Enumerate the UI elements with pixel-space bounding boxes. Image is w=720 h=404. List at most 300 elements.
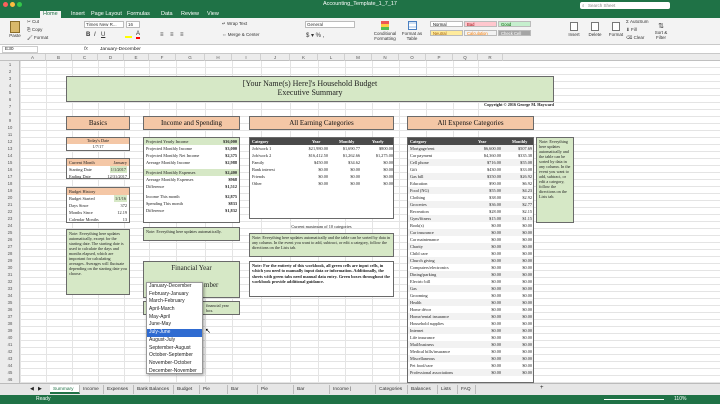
italic-button[interactable]: I — [94, 32, 96, 38]
earning-monthly: $34.62 — [348, 160, 360, 165]
income-spending-label: Average Monthly Income — [146, 160, 191, 165]
gridline — [20, 67, 720, 68]
expense-category: Computers/electronics — [410, 265, 449, 270]
budget-history-box — [66, 187, 130, 223]
gridline — [290, 61, 291, 383]
basics-note: Note: Everything here updates automatically, except for the starting date. The starting date is used to calculate the days and months elapsed, which are important for calculating averages. Averages will fluctuate depending on the starting date you choose. — [66, 229, 130, 295]
wrap-text-button[interactable]: ↵ Wrap Text — [222, 21, 248, 26]
column-header[interactable]: J — [261, 54, 290, 61]
starting-date-label: Starting Date — [69, 167, 92, 172]
expense-category: Mortgage/rent — [410, 146, 435, 151]
expense-category: Recreation — [410, 209, 429, 214]
expense-year: $0.00 — [491, 244, 501, 249]
fill-color-icon[interactable] — [125, 32, 132, 38]
income-spending-row — [144, 183, 239, 190]
row-header[interactable]: 18 — [7, 181, 13, 186]
row-header[interactable]: 1 — [8, 62, 12, 67]
row-header[interactable]: 27 — [7, 244, 13, 249]
income-spending-table — [143, 137, 240, 223]
conditional-formatting-button[interactable] — [373, 32, 397, 41]
tab-formulas[interactable]: Formulas — [127, 11, 150, 17]
format-painter-button[interactable]: 🖌 Format — [27, 35, 49, 40]
earning-col-year[interactable]: Year — [312, 139, 321, 144]
expense-category: Professional associations — [410, 370, 454, 375]
earning-yearly: $0.00 — [383, 167, 393, 172]
title-bar — [0, 0, 720, 10]
dropdown-option[interactable]: July-June — [147, 329, 202, 337]
row-header[interactable]: 26 — [7, 237, 13, 242]
cell-style-check-cell[interactable]: Check Cell — [498, 30, 531, 36]
zoom-slider[interactable] — [604, 399, 664, 400]
row-header[interactable]: 40 — [7, 335, 13, 340]
history-value: 13 — [122, 217, 127, 222]
earning-category: Other — [252, 181, 262, 186]
income-spending-label: Average Monthly Expenses — [146, 177, 194, 182]
tab-view[interactable]: View — [207, 11, 219, 17]
add-sheet-icon[interactable]: + — [540, 385, 544, 391]
tab-page-layout[interactable]: Page Layout — [91, 11, 122, 17]
column-header[interactable]: R — [478, 54, 503, 61]
format-painter-label: Format — [33, 35, 49, 40]
sort-filter-button[interactable] — [651, 22, 671, 40]
table-row — [408, 180, 533, 187]
column-header[interactable]: N — [372, 54, 399, 61]
expense-monthly: $2.77 — [522, 202, 532, 207]
current-month-box — [66, 158, 130, 179]
expense-monthly: $0.00 — [522, 356, 532, 361]
sheet-tab-budget[interactable]: Budget — [174, 385, 200, 394]
earning-categories-header: All Earning Categories — [249, 116, 394, 130]
earning-category: Bank interest — [252, 167, 275, 172]
row-header[interactable]: 38 — [7, 321, 13, 326]
row-header[interactable]: 15 — [7, 160, 13, 165]
expense-year: $350.00 — [487, 174, 501, 179]
expense-year: $6,600.00 — [483, 146, 501, 151]
expense-note: Note: Everything here updates automatically and the table can be sorted by data in any column. In the event you want to add, subtract, or edit a category, follow the directions on the Lists tab. — [536, 137, 574, 223]
expense-category: Car payment — [410, 153, 433, 158]
align-right-icon[interactable]: ≡ — [180, 32, 184, 38]
row-header[interactable]: 44 — [7, 363, 13, 368]
sheet-tab-balances[interactable]: Balances — [408, 385, 438, 394]
table-row — [408, 236, 533, 243]
currency-icon[interactable]: $ ▾ % , — [306, 33, 325, 39]
expense-year: $0.00 — [491, 300, 501, 305]
earning-category: Family — [252, 160, 265, 165]
status-bar — [0, 395, 720, 404]
sheet-tab-pie-expenses[interactable]: Pie — [258, 385, 294, 394]
cell-style-normal[interactable]: Normal — [430, 21, 463, 27]
income-spending-row — [144, 207, 239, 214]
gridline — [46, 61, 47, 383]
row-header[interactable]: 12 — [7, 139, 13, 144]
column-header[interactable]: H — [205, 54, 232, 61]
budget-subtitle: Executive Summary — [277, 88, 343, 97]
sheet-tab-bar-income[interactable]: Bar — [228, 385, 258, 394]
sheet-tab-summary[interactable]: Summary — [50, 385, 80, 394]
tab-data[interactable]: Data — [161, 11, 173, 17]
row-header[interactable]: 2 — [8, 69, 12, 74]
merge-center-label: Merge & Center — [227, 32, 260, 37]
cell-style-neutral[interactable]: Neutral — [430, 30, 463, 36]
earning-col-category[interactable]: Category — [252, 139, 269, 144]
expense-monthly: $0.00 — [522, 286, 532, 291]
search-box[interactable] — [580, 2, 670, 9]
paste-label: Paste — [9, 33, 21, 38]
format-as-table-button[interactable] — [400, 32, 424, 41]
dropdown-option[interactable]: October-September — [149, 352, 193, 359]
expense-monthly: $0.00 — [522, 251, 532, 256]
align-left-icon[interactable]: ≡ — [160, 32, 164, 38]
table-row — [250, 180, 393, 187]
table-row — [408, 299, 533, 306]
row-header[interactable]: 46 — [7, 377, 13, 382]
fill-label: Fill — [631, 27, 637, 32]
row-header[interactable]: 19 — [7, 188, 13, 193]
expense-year: $0.00 — [491, 237, 501, 242]
starting-date-input[interactable]: 1/1/2017 — [110, 167, 126, 172]
column-header[interactable]: M — [345, 54, 372, 61]
sort-filter-label: Sort & Filter — [654, 30, 668, 40]
financial-year-title: Financial Year — [171, 264, 212, 272]
expense-category: Dining/parking — [410, 272, 437, 277]
expense-category: Electric bill — [410, 279, 431, 284]
expense-monthly: $0.00 — [522, 342, 532, 347]
cell-style-bad[interactable]: Bad — [464, 21, 497, 27]
sheet-tab-lists[interactable]: Lists — [438, 385, 458, 394]
income-spending-row — [144, 169, 239, 176]
earning-max-note: Current maximum of 10 categories — [291, 224, 352, 229]
expense-year: $0.00 — [491, 230, 501, 235]
row-header[interactable]: 17 — [7, 174, 13, 179]
row-header[interactable]: 31 — [7, 272, 13, 277]
copy-button[interactable]: ⎘ Copy — [27, 27, 43, 32]
fx-icon[interactable]: fx — [84, 46, 88, 52]
history-label: Calendar Months — [69, 217, 99, 222]
fill-button[interactable]: ⬇ Fill — [626, 27, 637, 32]
income-spending-value[interactable]: $2,400 — [225, 170, 237, 175]
column-header[interactable]: C — [72, 54, 98, 61]
row-header[interactable]: 28 — [7, 251, 13, 256]
row-header[interactable]: 34 — [7, 293, 13, 298]
column-header[interactable]: D — [98, 54, 124, 61]
column-header[interactable]: A — [20, 54, 46, 61]
expense-year: $0.00 — [491, 342, 501, 347]
gridline — [20, 340, 720, 341]
tab-insert[interactable]: Insert — [71, 11, 85, 17]
dropdown-option[interactable]: May-April — [149, 313, 171, 320]
cell-style-calculation[interactable]: Calculation — [464, 30, 497, 36]
row-header[interactable]: 36 — [7, 307, 13, 312]
font-size-select[interactable]: 16 — [126, 21, 140, 28]
expense-category: Gas bill — [410, 174, 424, 179]
row-header[interactable]: 29 — [7, 258, 13, 263]
cut-label: Cut — [32, 19, 40, 24]
row-header[interactable]: 14 — [7, 153, 13, 158]
expense-category: Car insurance — [410, 230, 434, 235]
table-row — [408, 243, 533, 250]
column-header[interactable]: E — [124, 54, 149, 61]
cut-button[interactable]: ✂ Cut — [27, 19, 40, 24]
row-header[interactable]: 21 — [7, 202, 13, 207]
format-cells-icon — [612, 22, 620, 31]
expense-category: Internet — [410, 328, 424, 333]
table-row — [250, 166, 393, 173]
autosum-label: AutoSum — [630, 19, 649, 24]
expense-year: $0.00 — [491, 258, 501, 263]
history-row — [67, 195, 129, 202]
expense-category: Health — [410, 300, 422, 305]
expense-categories-table — [407, 137, 534, 383]
underline-button[interactable]: U — [101, 32, 106, 38]
expense-monthly: $33.08 — [520, 167, 532, 172]
row-header[interactable]: 43 — [7, 356, 13, 361]
ribbon-tabs — [0, 10, 720, 18]
dropdown-option[interactable]: December-November — [149, 367, 197, 374]
gridline — [318, 61, 319, 383]
sheet-tab-pie-income[interactable]: Pie — [200, 385, 228, 394]
search-placeholder: Search Sheet — [588, 2, 616, 8]
font-color-icon[interactable]: A — [136, 31, 141, 37]
history-value[interactable]: 1/1/16 — [115, 196, 126, 201]
table-row — [250, 152, 393, 159]
income-spending-row — [144, 176, 239, 183]
earning-monthly: $1,690.77 — [342, 146, 360, 151]
row-header[interactable]: 10 — [7, 125, 13, 130]
table-row — [408, 201, 533, 208]
column-header[interactable]: Q — [453, 54, 478, 61]
sheet-tab-bank-balances[interactable]: Bank Balances — [134, 385, 174, 394]
row-header[interactable]: 7 — [8, 104, 12, 109]
autosum-button[interactable]: Σ AutoSum — [626, 19, 649, 24]
gridline — [20, 333, 720, 334]
expense-category: Life insurance — [410, 335, 435, 340]
expense-monthly: $0.00 — [522, 363, 532, 368]
name-box[interactable]: E30 — [2, 46, 38, 53]
green-cells-warning: Note: For the entirety of this workbook, all green cells are input cells, in which you need to manually input data or information. Additionally, the sheets with green tabs need manual data entry. Green boxes throughout the workbook provide additional guidance. — [249, 261, 394, 297]
financial-year-selected[interactable]: mber — [204, 281, 219, 289]
tab-home[interactable]: Home — [40, 11, 61, 18]
conditional-formatting-icon — [381, 21, 389, 30]
expense-category: Food (NG) — [410, 188, 429, 193]
row-header[interactable]: 20 — [7, 195, 13, 200]
sheet-tab-income[interactable]: Income — [80, 385, 104, 394]
expense-monthly: $0.00 — [522, 244, 532, 249]
financial-year-note-text: financial year box. — [206, 303, 229, 313]
row-headers — [0, 61, 20, 383]
expense-monthly: $0.00 — [522, 230, 532, 235]
dropdown-option[interactable]: April-March — [149, 306, 175, 313]
row-header[interactable]: 37 — [7, 314, 13, 319]
table-row — [408, 194, 533, 201]
expense-monthly: $335.38 — [518, 153, 532, 158]
earning-year: $16,412.50 — [308, 153, 328, 158]
financial-year-dropdown[interactable] — [146, 282, 203, 374]
sheet-tab-income-expenses[interactable]: Income | — [330, 385, 376, 394]
format-cells-button[interactable] — [608, 22, 624, 37]
income-spending-label: Difference — [146, 184, 165, 189]
row-header[interactable]: 11 — [7, 132, 13, 137]
table-row — [408, 320, 533, 327]
dropdown-option[interactable]: January-December — [149, 283, 192, 289]
gridline — [20, 305, 720, 306]
income-spending-value: $3,000 — [225, 146, 237, 151]
row-header[interactable]: 5 — [8, 90, 12, 95]
dropdown-option[interactable]: March-February — [149, 298, 185, 305]
row-header[interactable]: 23 — [7, 216, 13, 221]
expense-col-year[interactable]: Year — [478, 139, 487, 144]
dropdown-option[interactable]: June-May — [149, 321, 171, 328]
next-sheet-icon[interactable]: ▶ — [38, 386, 42, 392]
expense-monthly: $0.00 — [522, 314, 532, 319]
cell-style-good[interactable]: Good — [498, 21, 531, 27]
expense-col-monthly[interactable]: Monthly — [512, 139, 528, 144]
expense-table-header — [408, 138, 533, 145]
expense-year: $0.00 — [491, 265, 501, 270]
earning-categories-table — [249, 137, 394, 219]
dropdown-option[interactable]: February-January — [149, 290, 189, 297]
history-row — [67, 209, 129, 216]
align-center-icon[interactable]: ≡ — [170, 32, 174, 38]
income-spending-value: $2,875 — [225, 194, 237, 199]
earning-col-monthly[interactable]: Monthly — [339, 139, 355, 144]
row-header[interactable]: 22 — [7, 209, 13, 214]
worksheet[interactable] — [20, 61, 720, 383]
table-row — [408, 222, 533, 229]
sheet-tab-bar-expenses[interactable]: Bar — [294, 385, 330, 394]
row-header[interactable]: 30 — [7, 265, 13, 270]
row-header[interactable]: 45 — [7, 370, 13, 375]
column-header[interactable]: K — [290, 54, 318, 61]
row-header[interactable]: 6 — [8, 97, 12, 102]
dropdown-option[interactable]: September-August — [149, 344, 191, 351]
sheet-tab-categories[interactable]: Categories — [376, 385, 408, 394]
column-header[interactable]: P — [426, 54, 453, 61]
earning-yearly: $0.00 — [383, 160, 393, 165]
row-header[interactable]: 24 — [7, 223, 13, 228]
row-header[interactable]: 32 — [7, 279, 13, 284]
table-row — [408, 271, 533, 278]
expense-monthly: $0.00 — [522, 335, 532, 340]
dropdown-option[interactable]: November-October — [149, 359, 192, 366]
table-row — [408, 285, 533, 292]
column-header[interactable]: I — [232, 54, 261, 61]
column-header[interactable]: G — [176, 54, 205, 61]
row-header[interactable]: 4 — [8, 83, 12, 88]
gridline — [20, 319, 720, 320]
expense-monthly: $0.00 — [522, 307, 532, 312]
expense-year: $716.00 — [487, 160, 501, 165]
earning-category: Job/work 2 — [252, 153, 272, 158]
expense-col-category[interactable]: Category — [410, 139, 427, 144]
tab-review[interactable]: Review — [181, 11, 200, 17]
expense-year: $55.00 — [489, 188, 501, 193]
income-spending-label: Income This month — [146, 194, 180, 199]
row-header[interactable]: 25 — [7, 230, 13, 235]
earning-col-yearly[interactable]: Yearly — [372, 139, 384, 144]
expense-category: Pet food/care — [410, 363, 433, 368]
merge-center-button[interactable]: ⇔ Merge & Center — [222, 32, 260, 37]
income-spending-label: Projected Monthly Net Income — [146, 153, 200, 158]
expense-year: $0.00 — [491, 349, 501, 354]
row-header[interactable]: 9 — [8, 118, 12, 123]
row-header[interactable]: 3 — [8, 76, 12, 81]
expense-year: $0.00 — [491, 328, 501, 333]
expense-category: Gift — [410, 167, 417, 172]
income-spending-row — [144, 159, 239, 166]
gridline — [20, 130, 720, 131]
row-header[interactable]: 35 — [7, 300, 13, 305]
income-spending-value: $2,988 — [225, 160, 237, 165]
income-spending-row — [144, 145, 239, 152]
income-spending-label: Projected Monthly Expenses — [146, 170, 196, 175]
current-month-value: January — [113, 160, 127, 165]
row-header[interactable]: 8 — [8, 111, 12, 116]
clear-label: Clear — [633, 35, 645, 40]
table-row — [408, 348, 533, 355]
column-header[interactable]: B — [46, 54, 72, 61]
dropdown-option[interactable]: August-July — [149, 336, 176, 343]
expense-monthly: $0.00 — [522, 223, 532, 228]
row-header[interactable]: 39 — [7, 328, 13, 333]
table-row — [408, 306, 533, 313]
expense-category: Household supplies — [410, 321, 444, 326]
gridline — [20, 312, 720, 313]
todays-date-label: Today's Date — [67, 138, 129, 144]
prev-sheet-icon[interactable]: ◀ — [30, 386, 34, 392]
expense-category: Book(s) — [410, 223, 424, 228]
income-spending-value: $1,512 — [225, 184, 237, 189]
paste-button[interactable] — [6, 21, 24, 38]
row-header[interactable]: 42 — [7, 349, 13, 354]
income-spending-value[interactable]: $36,000 — [223, 139, 237, 144]
earning-category: Job/work 1 — [252, 146, 272, 151]
expense-year: $28.00 — [489, 209, 501, 214]
font-name-select[interactable]: Times New R... — [84, 21, 124, 28]
zoom-level: 110% — [674, 396, 687, 402]
column-header[interactable]: F — [149, 54, 176, 61]
insert-cells-button[interactable] — [566, 22, 582, 37]
earning-monthly: $0.00 — [350, 181, 360, 186]
formula-input[interactable]: January-December — [100, 47, 141, 52]
budget-title-box[interactable] — [66, 76, 554, 102]
expense-monthly: $0.00 — [522, 328, 532, 333]
gridline — [20, 368, 720, 369]
clear-button[interactable]: ⌫ Clear — [626, 35, 645, 40]
sheet-tab-faq[interactable]: FAQ — [458, 385, 476, 394]
expense-category: Mail/business — [410, 342, 434, 347]
row-header[interactable]: 41 — [7, 342, 13, 347]
gridline — [20, 354, 720, 355]
row-header[interactable]: 16 — [7, 167, 13, 172]
column-header[interactable]: L — [318, 54, 345, 61]
sheet-tabs — [0, 383, 720, 395]
earning-monthly: $0.00 — [350, 174, 360, 179]
earning-year: $21,980.00 — [308, 146, 328, 151]
sheet-tab-expenses[interactable]: Expenses — [104, 385, 134, 394]
expense-year: $0.00 — [491, 335, 501, 340]
number-format-select[interactable]: General — [305, 21, 355, 28]
delete-cells-button[interactable] — [587, 22, 603, 37]
expense-category: Gym/fitness — [410, 216, 432, 221]
bold-button[interactable]: B — [86, 32, 91, 38]
earning-table-header — [250, 138, 393, 145]
column-header[interactable]: O — [399, 54, 426, 61]
row-header[interactable]: 33 — [7, 286, 13, 291]
row-header[interactable]: 13 — [7, 146, 13, 151]
earning-year: $0.00 — [318, 181, 328, 186]
expense-category: Education — [410, 181, 428, 186]
earning-year: $450.00 — [314, 160, 328, 165]
